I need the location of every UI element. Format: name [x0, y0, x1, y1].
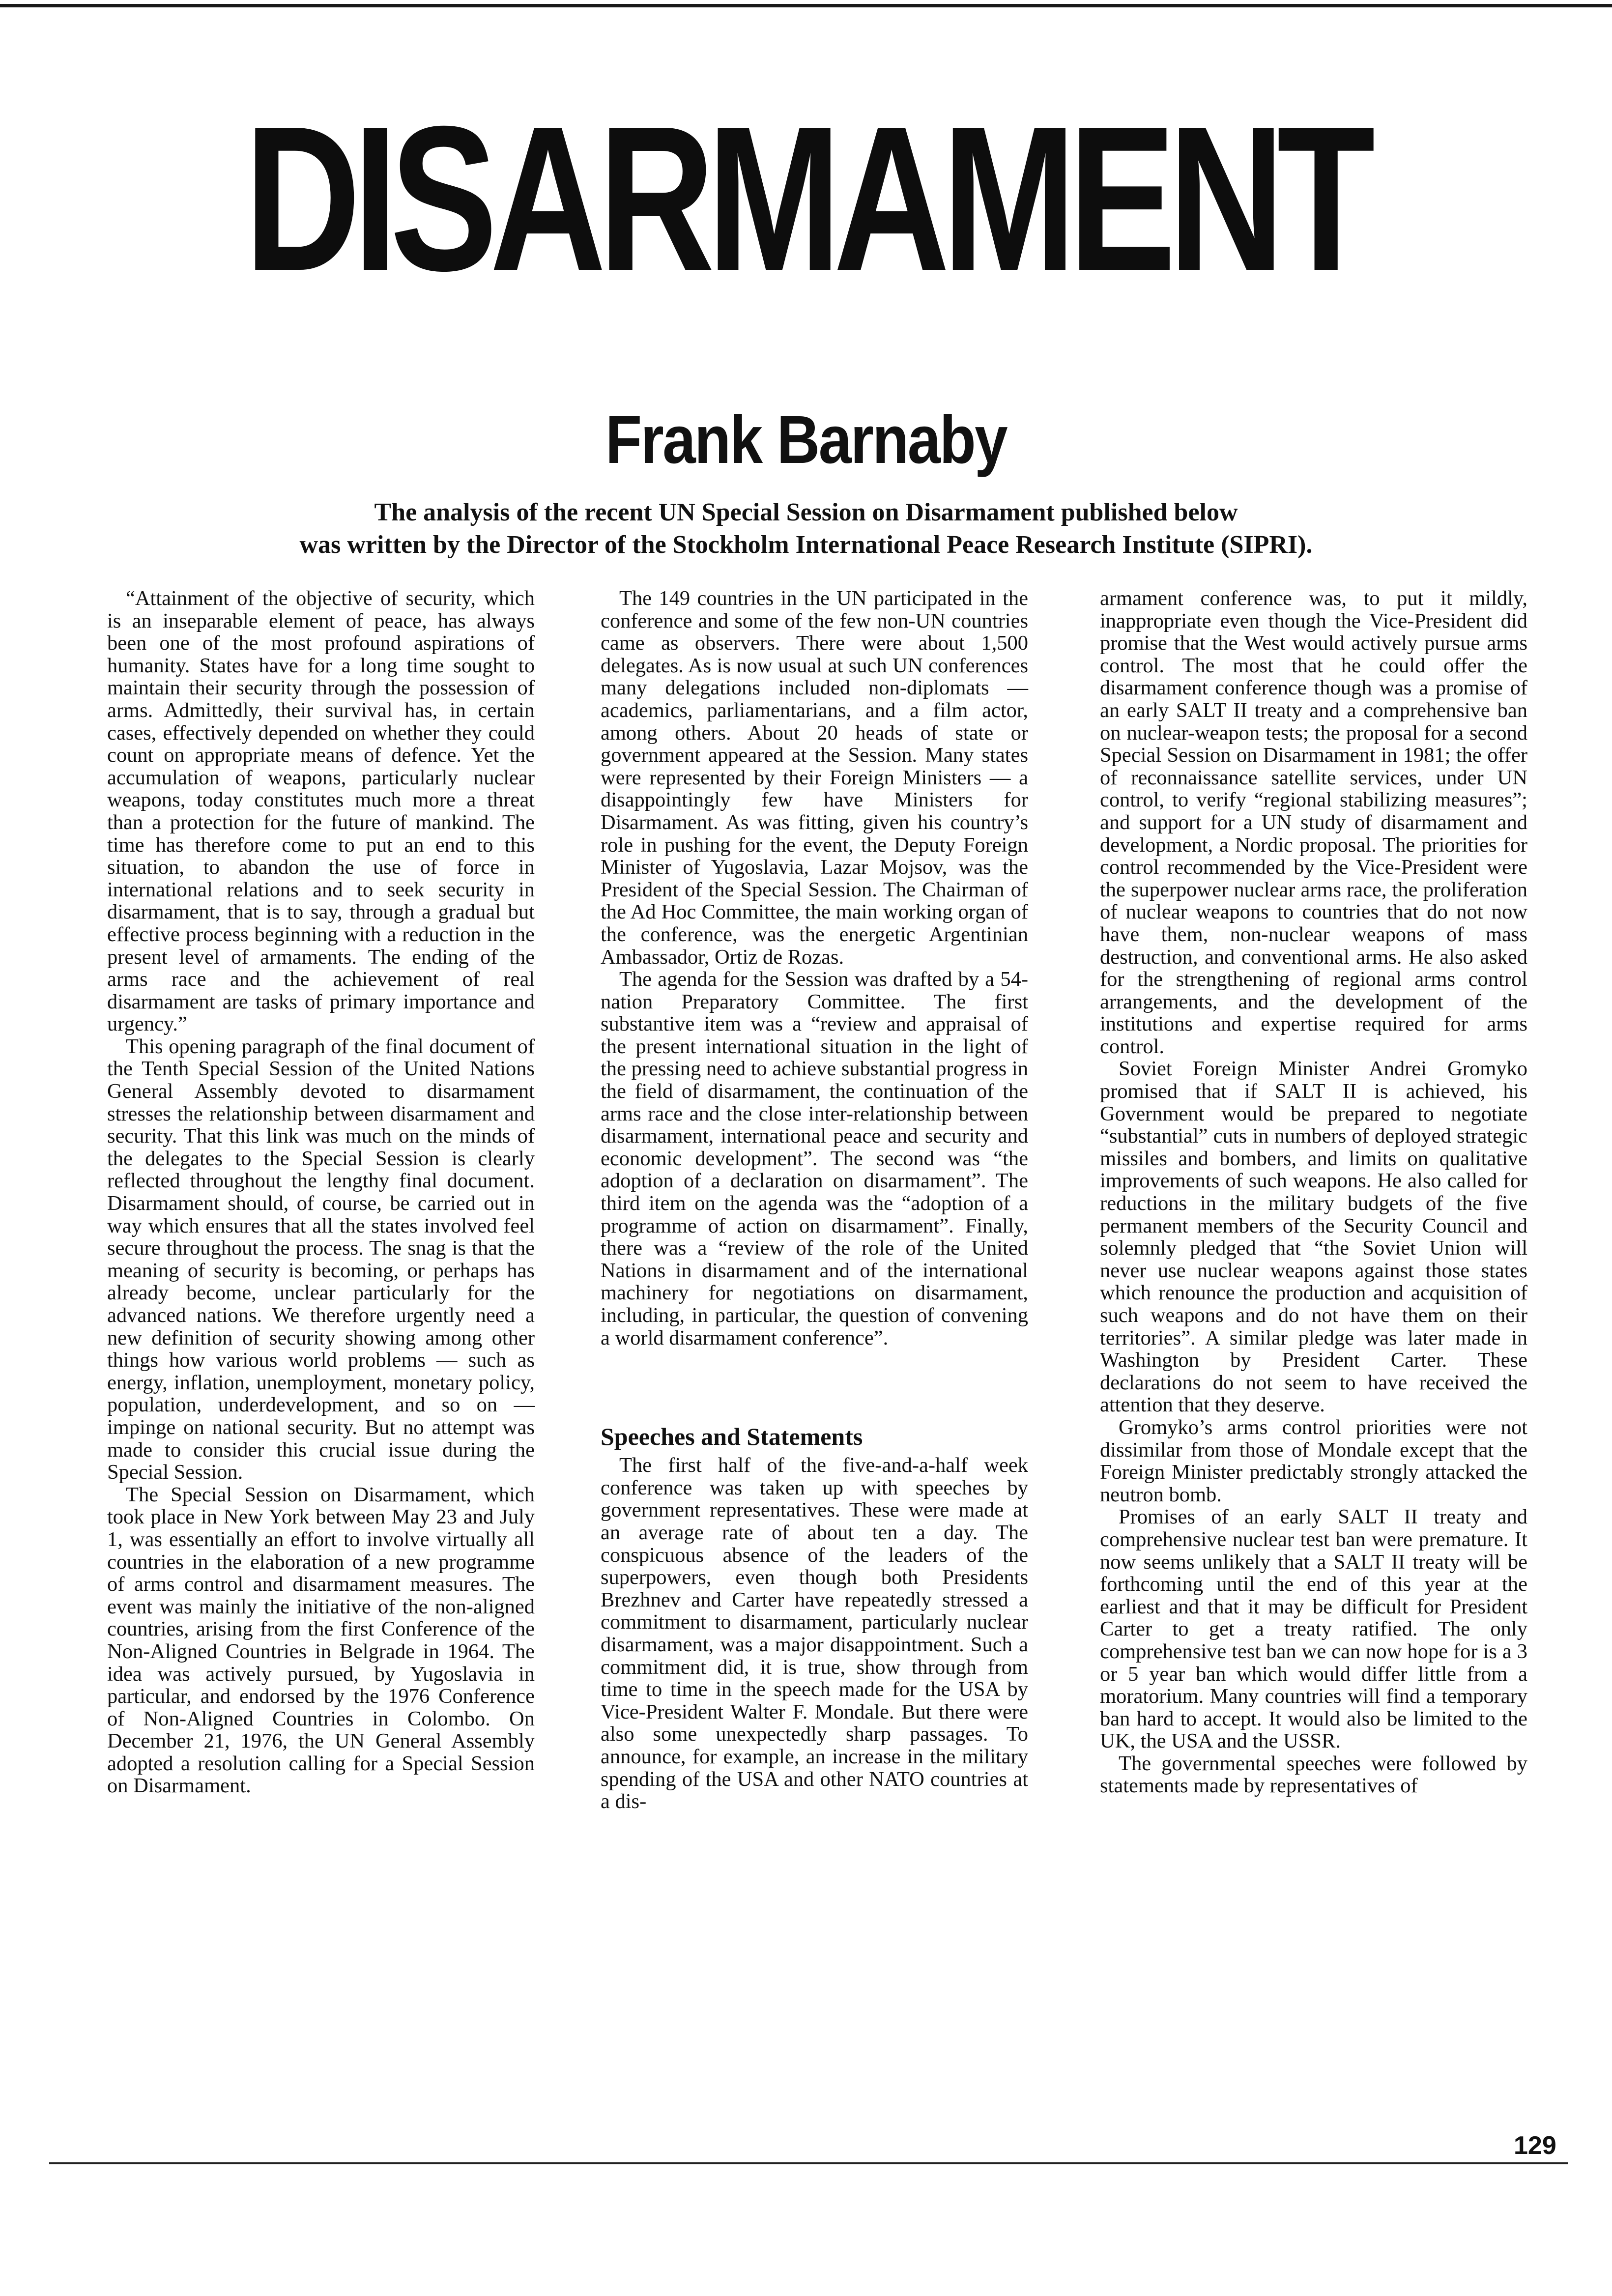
standfirst-line: was written by the Director of the Stockholm International Peace Research Institute (SIPRI). [299, 531, 1313, 559]
body-paragraph: Promises of an early SALT II treaty and comprehensive nuclear test ban were premature. It now seems unlikely that a SALT II treaty will be forthcoming until the end of this year at the earliest and that it may be difficult for President Carter to get a treaty ratified. The only comprehensive test ban we can now hope for is a 3 or 5 year ban which would differ little from a moratorium. Many countries will find a temporary ban hard to accept. It would also be limited to the UK, the USA and the USSR. [1100, 1505, 1527, 1753]
body-paragraph: The 149 countries in the UN participated in the conference and some of the few non-UN countries came as observers. There were about 1,500 delegates. As is now usual at such UN conferences many delegations included non-diplomats — academics, parliamentarians, and a film actor, among others. About 20 heads of state or government appeared at the Session. Many states were represented by their Foreign Ministers — a disappointingly few have Ministers for Disarmament. As was fitting, given his country’s role in pushing for the event, the Deputy Foreign Minister of Yugoslavia, Lazar Mojsov, was the President of the Special Session. The Chairman of the Ad Hoc Committee, the main working organ of the conference, was the energetic Argentinian Ambassador, Ortiz de Rozas. [601, 587, 1028, 969]
standfirst-line: The analysis of the recent UN Special Session on Disarmament published below [374, 498, 1238, 526]
text-column-2 [601, 587, 1028, 1813]
top-rule [0, 4, 1612, 7]
body-paragraph: This opening paragraph of the final document of the Tenth Special Session of the United Nations General Assembly devoted to disarmament stresses the relationship between disarmament and security. That this link was much on the minds of the delegates to the Special Session is clearly reflected throughout the lengthy final document. Disarmament should, of course, be carried out in way which ensures that all the states involved feel secure throughout the process. The snag is that the meaning of security is becoming, or perhaps has already become, unclear particularly for the advanced nations. We therefore urgently need a new definition of security showing among other things how various world problems — such as energy, inflation, unemployment, monetary policy, population, underdevelopment, and so on — impinge on national security. But no attempt was made to consider this crucial issue during the Special Session. [107, 1034, 535, 1484]
text-column-3 [1100, 587, 1527, 1797]
body-paragraph: The first half of the five-and-a-half week conference was taken up with speeches by government representatives. These were made at an average rate of about ten a day. The conspicuous absence of the leaders of the superpowers, even though both Presidents Brezhnev and Carter have repeatedly stressed a commitment to disarmament, particularly nuclear disarmament, was a major disappointment. Such a commitment did, it is true, show through from time to time in the speech made for the USA by Vice-President Walter F. Mondale. But there were also some unexpectedly sharp passages. To announce, for example, an increase in the military spending of the USA and other NATO countries at a dis- [601, 1454, 1028, 1813]
bottom-rule [49, 2162, 1568, 2164]
section-heading: Speeches and Statements [601, 1423, 863, 1451]
page-number: 129 [1514, 2131, 1556, 2160]
article-headline: DISARMAMENT [244, 84, 1368, 314]
body-paragraph: armament conference was, to put it mildly, inappropriate even though the Vice-President did promise that the West would actively pursue arms control. The most that he could offer the disarmament conference though was a promise of an early SALT II treaty and a comprehensive ban on nuclear-weapon tests; the proposal for a second Special Session on Disarmament in 1981; the offer of reconnaissance satellite services, under UN control, to verify “regional stabilizing measures”; and support for a UN study of disarmament and development, a Nordic proposal. The priorities for control recommended by the Vice-President were the superpower nuclear arms race, the proliferation of nuclear weapons to countries that do not now have them, non-nuclear weapons of mass destruction, and conventional arms. He also asked for the strengthening of regional arms control arrangements, and the development of the institutions and expertise required for arms control. [1100, 587, 1527, 1058]
article-standfirst [177, 496, 1435, 561]
text-column-1 [107, 587, 535, 1797]
body-paragraph: Gromyko’s arms control priorities were not dissimilar from those of Mondale except that the Foreign Minister predictably strongly attacked the neutron bomb. [1100, 1415, 1527, 1506]
body-paragraph: The agenda for the Session was drafted by a 54-nation Preparatory Committee. The first substantive item was a “review and appraisal of the present international situation in the light of the pressing need to achieve substantial progress in the field of disarmament, the continuation of the arms race and the close inter-relationship between disarmament, international peace and security and economic development”. The second was “the adoption of a declaration on disarmament”. The third item on the agenda was the “adoption of a programme of action on disarmament”. Finally, there was a “review of the role of the United Nations in disarmament and of the international machinery for negotiations on disarmament, including, in particular, the question of convening a world disarmament conference”. [601, 968, 1028, 1349]
body-paragraph: The Special Session on Disarmament, which took place in New York between May 23 and July 1, was essentially an effort to involve virtually all countries in the elaboration of a new programme of arms control and disarmament measures. The event was mainly the initiative of the non-aligned countries, arising from the first Conference of the Non-Aligned Countries in Belgrade in 1964. The idea was actively pursued, by Yugoslavia in particular, and endorsed by the 1976 Conference of Non-Aligned Countries in Colombo. On December 21, 1976, the UN General Assembly adopted a resolution calling for a Special Session on Disarmament. [107, 1483, 535, 1798]
body-paragraph: Soviet Foreign Minister Andrei Gromyko promised that if SALT II is achieved, his Government would be prepared to negotiate “substantial” cuts in numbers of deployed strategic missiles and bombers, and limits on qualitative improvements of such weapons. He also called for reductions in the military budgets of the five permanent members of the Security Council and solemnly pledged that “the Soviet Union will never use nuclear weapons against those states which renounce the production and acquisition of such weapons and do not have them on their territories”. A similar pledge was later made in Washington by President Carter. These declarations do not seem to have received the attention that they deserve. [1100, 1057, 1527, 1417]
author-byline: Frank Barnaby [605, 402, 1007, 478]
body-paragraph: “Attainment of the objective of security, which is an inseparable element of peace, has always been one of the most profound aspirations of humanity. States have for a long time sought to maintain their security through the possession of arms. Admittedly, their survival has, in certain cases, effectively depended on whether they could count on appropriate means of defence. Yet the accumulation of weapons, particularly nuclear weapons, today constitutes much more a threat than a protection for the future of mankind. The time has therefore come to put an end to this situation, to abandon the use of force in international relations and to seek security in disarmament, that is to say, through a gradual but effective process beginning with a reduction in the present level of armaments. The ending of the arms race and the achievement of real disarmament are tasks of primary importance and urgency.” [107, 587, 535, 1036]
body-paragraph: The governmental speeches were followed by statements made by representatives of [1100, 1751, 1527, 1798]
